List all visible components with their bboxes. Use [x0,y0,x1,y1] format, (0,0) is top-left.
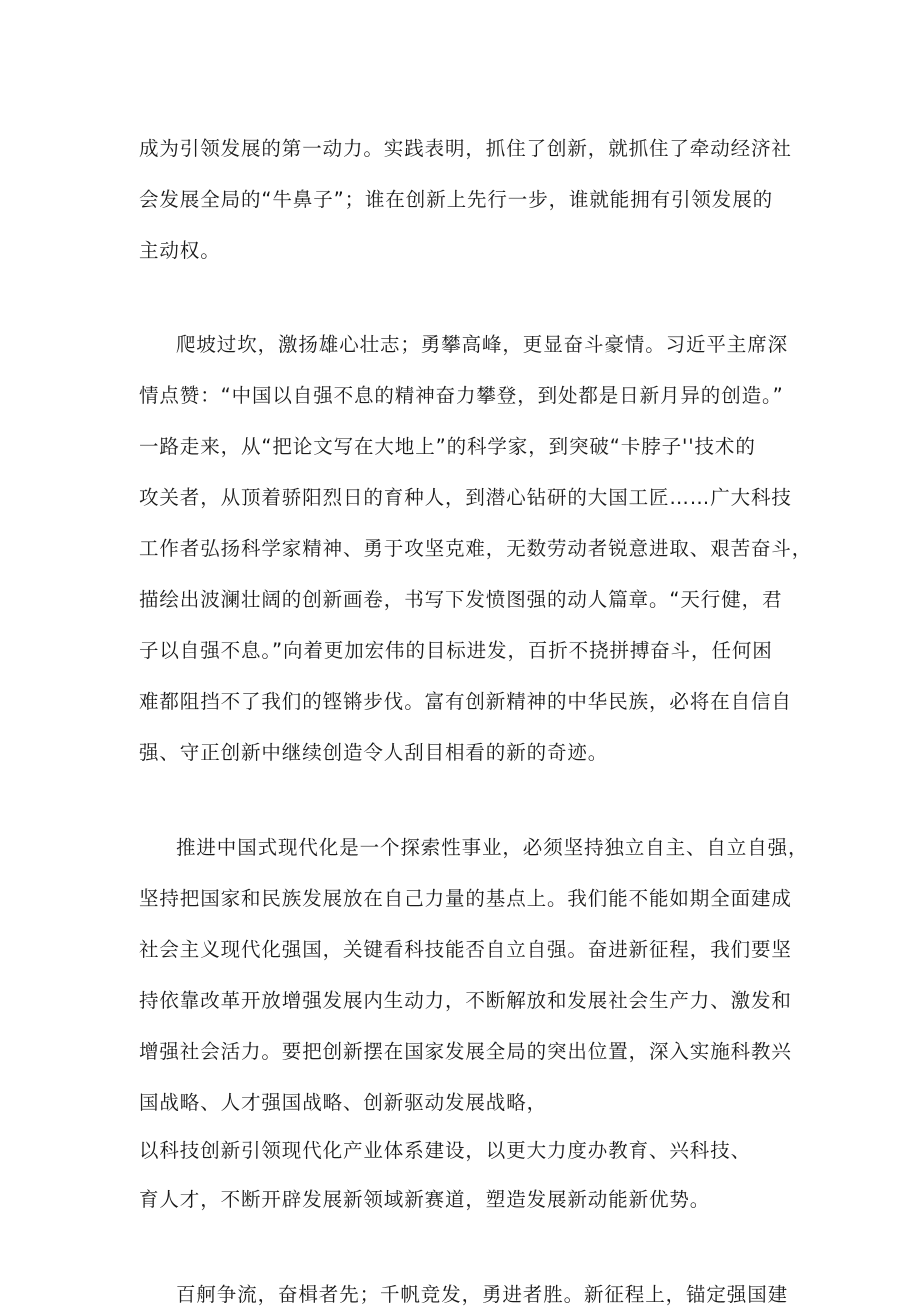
text-line: 持依靠改革开放增强发展内生动力，不断解放和发展社会生产力、激发和 [139,989,792,1012]
text-line: 一路走来，从“把论文写在大地上”的科学家，到突破“卡脖子''技术的 [139,435,756,458]
text-line: 子以自强不息。”向着更加宏伟的目标进发，百折不挠拼搏奋斗，任何困 [139,639,773,662]
text-line: 强、守正创新中继续创造令人刮目相看的新的奇迹。 [139,741,609,764]
text-line: 难都阻挡不了我们的铿锵步伐。富有创新精神的中华民族，必将在自信自 [139,690,792,713]
text-line: 会发展全局的“牛鼻子”；谁在创新上先行一步，谁就能拥有引领发展的 [139,188,774,211]
text-line: 育人才，不断开辟发展新领域新赛道，塑造发展新动能新优势。 [139,1188,711,1211]
text-line: 工作者弘扬科学家精神、勇于攻坚克难，无数劳动者锐意进取、艰苦奋斗， [139,537,813,560]
text-line: 描绘出波澜壮阔的创新画卷，书写下发愤图强的动人篇章。“天行健，君 [139,588,783,611]
text-line: 主动权。 [139,239,221,262]
text-line: 推进中国式现代化是一个探索性事业，必须坚持独立自主、自立自强， [176,836,809,859]
text-line: 社会主义现代化强国，关键看科技能否自立自强。奋进新征程，我们要坚 [139,938,792,961]
text-line: 攻关者，从顶着骄阳烈日的育种人，到潜心钻研的大国工匠……广大科技 [139,486,792,509]
text-line: 坚持把国家和民族发展放在自己力量的基点上。我们能不能如期全面建成 [139,887,792,910]
text-line: 增强社会活力。要把创新摆在国家发展全局的突出位置，深入实施科教兴 [139,1040,792,1063]
text-line: 情点赞：“中国以自强不息的精神奋力攀登，到处都是日新月异的创造。” [139,384,784,407]
text-line: 百舸争流，奋楫者先；千帆竞发，勇进者胜。新征程上，锚定强国建 [176,1283,789,1306]
text-line: 以科技创新引领现代化产业体系建设，以更大力度办教育、兴科技、 [139,1139,752,1162]
text-line: 国战略、人才强国战略、创新驱动发展战略， [139,1091,548,1114]
text-line: 成为引领发展的第一动力。实践表明，抓住了创新，就抓住了牵动经济社 [139,137,792,160]
text-line: 爬坡过坎，激扬雄心壮志；勇攀高峰，更显奋斗豪情。习近平主席深 [176,333,789,356]
